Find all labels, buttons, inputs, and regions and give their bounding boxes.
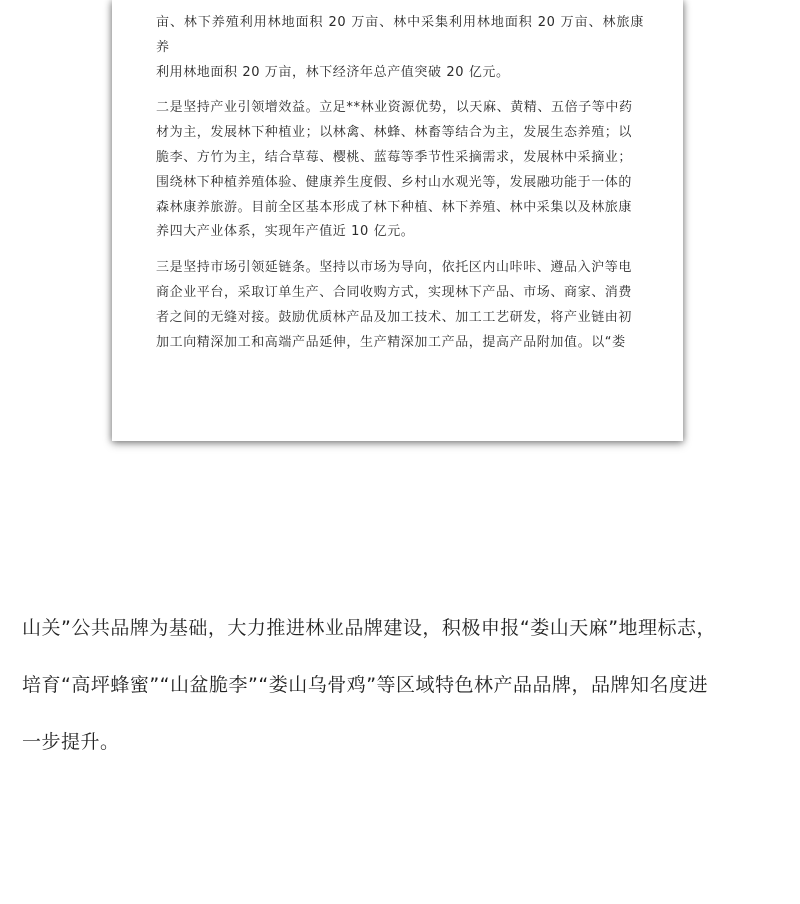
text-line: 二是坚持产业引领增效益。立足**林业资源优势，以天麻、黄精、五倍子等中药	[156, 100, 633, 116]
text-line: 材为主，发展林下种植业；以林禽、林蜂、林畜等结合为主，发展生态养殖；以	[156, 125, 633, 141]
text-line: 亩、林下养殖利用林地面积 20 万亩、林中采集利用林地面积 20 万亩、林旅康养	[156, 15, 644, 55]
text-line: 养四大产业体系，实现年产值近 10 亿元。	[156, 224, 415, 240]
continuation-text	[22, 600, 782, 771]
text-line: 培育“高坪蜂蜜”“山盆脆李”“娄山乌骨鸡”等区域特色林产品品牌，品牌知名度进	[22, 674, 709, 696]
paragraph-market	[156, 256, 644, 355]
text-line: 山关”公共品牌为基础，大力推进林业品牌建设，积极申报“娄山天麻”地理标志，	[22, 617, 717, 639]
text-line: 三是坚持市场引领延链条。坚持以市场为导向，依托区内山咔咔、遵品入沪等电	[156, 260, 633, 276]
text-line: 一步提升。	[22, 731, 120, 753]
text-line: 利用林地面积 20 万亩，林下经济年总产值突破 20 亿元。	[156, 64, 510, 80]
text-line: 围绕林下种植养殖体验、健康养生度假、乡村山水观光等，发展融功能于一体的	[156, 174, 633, 190]
document-page-card	[112, 0, 683, 441]
text-line: 商企业平台，采取订单生产、合同收购方式，实现林下产品、市场、商家、消费	[156, 284, 633, 300]
text-line: 者之间的无缝对接。鼓励优质林产品及加工技术、加工工艺研发，将产业链由初	[156, 309, 633, 325]
text-line: 森林康养旅游。目前全区基本形成了林下种植、林下养殖、林中采集以及林旅康	[156, 199, 633, 215]
card-body-text	[156, 11, 644, 355]
text-line: 脆李、方竹为主，结合草莓、樱桃、蓝莓等季节性采摘需求，发展林中采摘业；	[156, 149, 633, 165]
paragraph-industry	[156, 96, 644, 245]
text-line: 加工向精深加工和高端产品延伸，生产精深加工产品，提高产品附加值。以“娄	[156, 334, 626, 350]
